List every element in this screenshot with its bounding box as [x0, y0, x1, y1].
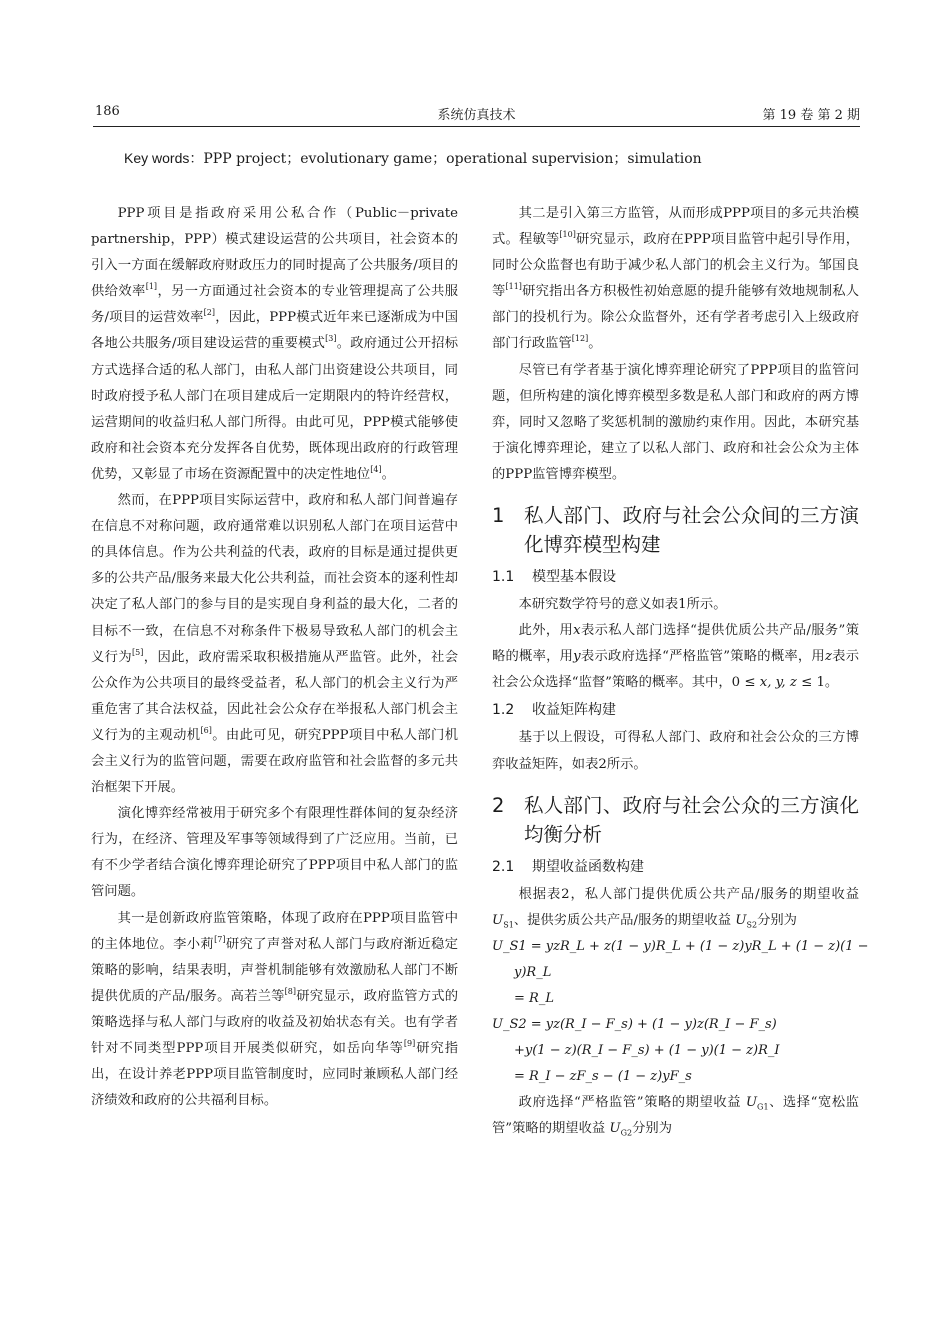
equation-line: = R_I − zF_s − (1 − z)yF_s — [514, 1069, 692, 1085]
paragraph: 然而，在PPP项目实际运营中，政府和私人部门间普遍存在信息不对称问题，政府通常难以识别私人部门在项目运营中的具体信息。作为公共利益的代表，政府的目标是通过提供更多的公共产品/服务来最大化公共利益，而社会资本的逐利性却决定了私人部门的参与目的是实现自身利益的最大化，二者的目标不一致，在信息不对称条件下极易导致私人部门的机会主义行为[5]，因此，政府需采取积极措施从严监管。此外，社会公众作为公共项目的最终受益者，私人部门的机会主义行为严重危害了其合法权益，因此社会公众存在举报私人部门机会主义行为的主观动机[6]。由此可见，研究PPP项目中私人部门机会主义行为的监管问题，需要在政府监管和社会监督的多元共治框架下开展。 — [91, 493, 459, 796]
running-header — [93, 104, 860, 127]
citation[interactable]: [1] — [145, 282, 158, 292]
paragraph: 本研究数学符号的意义如表1所示。 — [518, 597, 727, 613]
paragraph: 政府选择“严格监管”策略的期望收益 $U_{G1}$、选择“宽松监管”策略的期望收益 $U_{G2}$分别为 — [492, 1095, 859, 1139]
paragraph: 此外，用x表示私人部门选择“提供优质公共产品/服务”策略的概率，用y表示政府选择“严格监管”策略的概率，用z表示社会公众选择“监督”策略的概率。其中，0 ≤ x, y, z ≤ 1。 — [492, 623, 860, 691]
keywords — [124, 148, 702, 168]
citation[interactable]: [7] — [214, 934, 226, 944]
left-column — [91, 201, 458, 1114]
paragraph: 基于以上假设，可得私人部门、政府和社会公众的三方博弈收益矩阵，如表2所示。 — [492, 730, 859, 772]
citation[interactable]: [4] — [370, 464, 382, 474]
section-heading-1: 1 私人部门、政府与社会公众间的三方演化博弈模型构建 — [492, 504, 859, 557]
journal-name: 系统仿真技术 — [437, 108, 516, 123]
citation[interactable]: [12] — [571, 334, 589, 344]
paragraph: 其一是创新政府监管策略，体现了政府在PPP项目监管中的主体地位。李小莉[7]研究了声誉对私人部门与政府渐近稳定策略的影响，结果表明，声誉机制能够有效激励私人部门不断提供优质的产品/服务。高若兰等[8]研究显示，政府监管方式的策略选择与私人部门与政府的收益及初始状态有关。也有学者针对不同类型PPP项目开展类似研究，如岳向华等[9]研究指出，在设计养老PPP项目监管制度时，应同时兼顾私人部门经济绩效和政府的公共福利目标。 — [91, 910, 459, 1109]
keywords-label: Key words： — [124, 150, 204, 166]
issue-info: 第 19 卷 第 2 期 — [762, 108, 860, 123]
keywords-text: PPP project；evolutionary game；operational supervision；simulation — [203, 151, 702, 167]
equation-line: U_S1 = yzR_L + z(1 − y)R_L + (1 − z)yR_L + (1 − z)(1 − — [492, 938, 869, 954]
citation[interactable]: [2] — [203, 308, 215, 318]
equation-line: = R_L — [514, 990, 554, 1006]
paragraph: 根据表2，私人部门提供优质公共产品/服务的期望收益 $U_{S1}$、提供劣质公共产品/服务的期望收益 $U_{S2}$分别为 — [492, 886, 859, 930]
subsection-heading-2-1: 2.1 期望收益函数构建 — [492, 858, 644, 875]
citation[interactable]: [11] — [505, 282, 522, 292]
citation[interactable]: [3] — [325, 334, 337, 344]
citation[interactable]: [6] — [200, 725, 212, 735]
citation[interactable]: [8] — [284, 986, 297, 996]
subsection-heading-1-2: 1.2 收益矩阵构建 — [492, 702, 616, 719]
citation[interactable]: [9] — [403, 1039, 416, 1048]
page-number: 186 — [95, 104, 120, 119]
subsection-heading-1-1: 1.1 模型基本假设 — [492, 569, 616, 586]
citation[interactable]: [10] — [559, 230, 576, 240]
section-heading-2: 2 私人部门、政府与社会公众的三方演化均衡分析 — [492, 793, 859, 846]
paragraph: PPP项目是指政府采用公私合作（Public－private partnership，PPP）模式建设运营的公共项目，社会资本的引入一方面在缓解政府财政压力的同时提高了公共服务/项目的供给效率[1]，另一方面通过社会资本的专业管理提高了公共服务/项目的运营效率[2]，因此，PPP模式近年来已逐渐成为中国各地公共服务/项目建设运营的重要模式[3]。政府通过公开招标方式选择合适的私人部门，由私人部门出资建设公共项目，同时政府授予私人部门在项目建成后一定期限内的特许经营权，运营期间的收益归私人部门所得。由此可见，PPP模式能够使政府和社会资本充分发挥各自优势，既体现出政府的行政管理优势，又彰显了市场在资源配置中的决定性地位[4]。 — [91, 206, 459, 482]
paragraph: 其二是引入第三方监管，从而形成PPP项目的多元共治模式。程敏等[10]研究显示，政府在PPP项目监管中起引导作用，同时公众监督也有助于减少私人部门的机会主义行为。邹国良等[11]研究指出各方积极性初始意愿的提升能够有效地规制私人部门的投机行为。除公众监督外，还有学者考虑引入上级政府部门行政监管[12]。 — [492, 206, 859, 352]
equation-line: y)R_L — [514, 964, 552, 980]
paragraph: 演化博弈经常被用于研究多个有限理性群体间的复杂经济行为，在经济、管理及军事等领域得到了广泛应用。当前，已有不少学者结合演化博弈理论研究了PPP项目中私人部门的监管问题。 — [91, 806, 458, 900]
paragraph: 尽管已有学者基于演化博弈理论研究了PPP项目的监管问题，但所构建的演化博弈模型多数是私人部门和政府的两方博弈，同时又忽略了奖惩机制的激励约束作用。因此，本研究基于演化博弈理论，建立了以私人部门、政府和社会公众为主体的PPP监管博弈模型。 — [492, 362, 859, 482]
equation-line: U_S2 = yz(R_I − F_s) + (1 − y)z(R_I − F_s) — [492, 1017, 777, 1033]
equation-line: +y(1 − z)(R_I − F_s) + (1 − y)(1 − z)R_I — [514, 1043, 780, 1059]
right-column — [492, 201, 869, 1143]
citation[interactable]: [5] — [132, 647, 144, 657]
